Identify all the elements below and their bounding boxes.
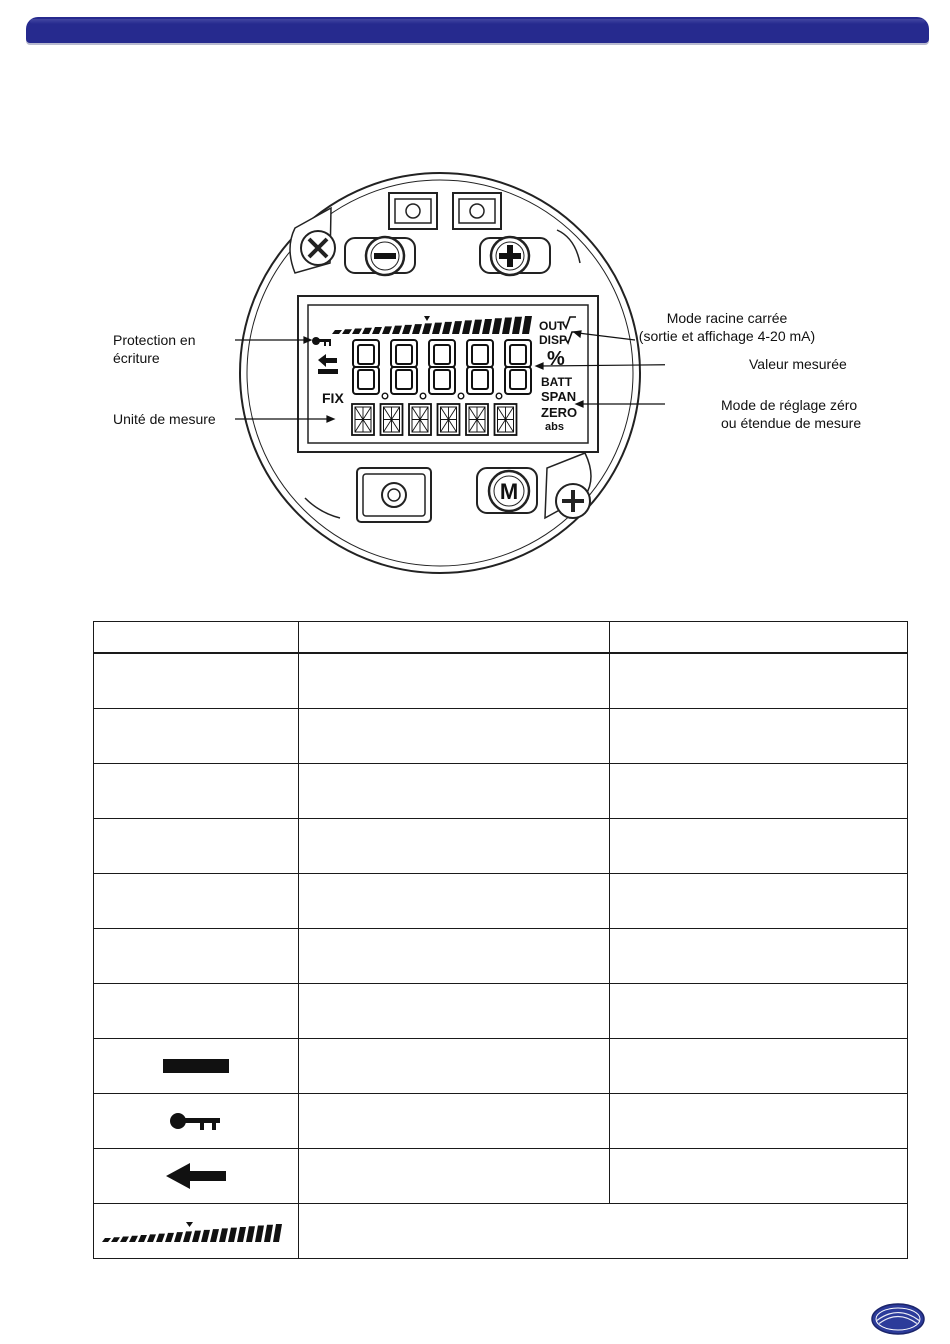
abs-indicator: abs	[545, 421, 564, 433]
dip-switch-1[interactable]	[389, 193, 437, 229]
bargraph-segment	[156, 1234, 165, 1242]
georgin-logo	[871, 1303, 925, 1335]
screw-lug-left	[290, 208, 335, 273]
bargraph-segment	[147, 1234, 156, 1242]
table-row	[94, 874, 908, 929]
seven-segment-digit	[505, 340, 531, 394]
alphanumeric-cell	[438, 404, 460, 435]
table-row	[94, 819, 908, 874]
zero-indicator: ZERO	[541, 405, 578, 420]
bargraph-segment	[120, 1237, 129, 1242]
table-row	[94, 653, 908, 709]
bargraph-icon	[98, 1218, 294, 1244]
plus-button[interactable]	[480, 237, 550, 275]
select-button[interactable]	[357, 468, 431, 522]
bargraph-segment	[210, 1229, 219, 1242]
bargraph-segment	[174, 1232, 183, 1242]
alphanumeric-cell	[495, 404, 517, 435]
dip-switch-2[interactable]	[453, 193, 501, 229]
bargraph-segment	[246, 1226, 255, 1242]
disp-indicator: DISP	[539, 333, 568, 347]
table-row	[94, 1149, 908, 1204]
key-icon	[168, 1110, 224, 1132]
alphanumeric-cell	[409, 404, 431, 435]
bargraph-segment	[192, 1231, 201, 1242]
bargraph-segment	[264, 1225, 273, 1242]
table-header-row	[94, 622, 908, 654]
decimal-point	[458, 393, 464, 399]
callout-protection: Protection en écriture	[113, 332, 196, 366]
callout-value: Valeur mesurée	[749, 356, 847, 372]
table-row	[94, 1039, 908, 1094]
bargraph-segment	[111, 1237, 120, 1242]
mode-button-label: M	[499, 479, 519, 504]
decimal-point	[496, 393, 502, 399]
decimal-point	[420, 393, 426, 399]
bargraph-segment	[165, 1233, 174, 1242]
callout-unit: Unité de mesure	[113, 411, 216, 427]
lcd-legend-table	[93, 621, 908, 1259]
alphanumeric-cell	[381, 404, 403, 435]
bar-icon	[318, 369, 338, 374]
alphanumeric-cell	[352, 404, 374, 435]
alphanumeric-cell	[466, 404, 488, 435]
seven-segment-digit	[391, 340, 417, 394]
decimal-point	[382, 393, 388, 399]
bargraph-segment	[138, 1235, 147, 1242]
header-bar	[26, 17, 929, 43]
table-row	[94, 709, 908, 764]
minus-button[interactable]	[345, 237, 415, 275]
percent-indicator: %	[547, 348, 565, 370]
bargraph-segment	[273, 1224, 282, 1242]
bar-icon	[161, 1057, 231, 1075]
callout-sqrt: Mode racine carrée (sortie et affichage 4-20 mA)	[638, 310, 816, 344]
bargraph-segment	[201, 1230, 210, 1242]
arrow-left-icon	[164, 1161, 228, 1191]
seven-segment-digit	[353, 340, 379, 394]
out-indicator: OUT	[539, 319, 565, 333]
bargraph-segment	[228, 1228, 237, 1242]
table-row	[94, 764, 908, 819]
table-row	[94, 929, 908, 984]
seven-segment-digit	[467, 340, 493, 394]
span-indicator: SPAN	[541, 389, 577, 404]
fix-indicator: FIX	[322, 390, 344, 406]
bargraph-segment	[102, 1238, 111, 1242]
table-row	[94, 984, 908, 1039]
bargraph-marker	[186, 1222, 193, 1227]
mode-button[interactable]	[477, 468, 537, 513]
table-row	[94, 1094, 908, 1149]
seven-segment-digit	[429, 340, 455, 394]
table-row	[94, 1204, 908, 1259]
bargraph-segment	[219, 1228, 228, 1242]
callout-zero: Mode de réglage zéro ou étendue de mesure	[721, 397, 862, 431]
bargraph-segment	[183, 1231, 192, 1242]
lcd-digits	[353, 340, 531, 399]
bargraph-segment	[129, 1236, 138, 1242]
transmitter-display-drawing	[235, 168, 665, 588]
bargraph-segment	[255, 1225, 264, 1242]
bargraph-segment	[237, 1227, 246, 1242]
batt-indicator: BATT	[541, 375, 573, 389]
